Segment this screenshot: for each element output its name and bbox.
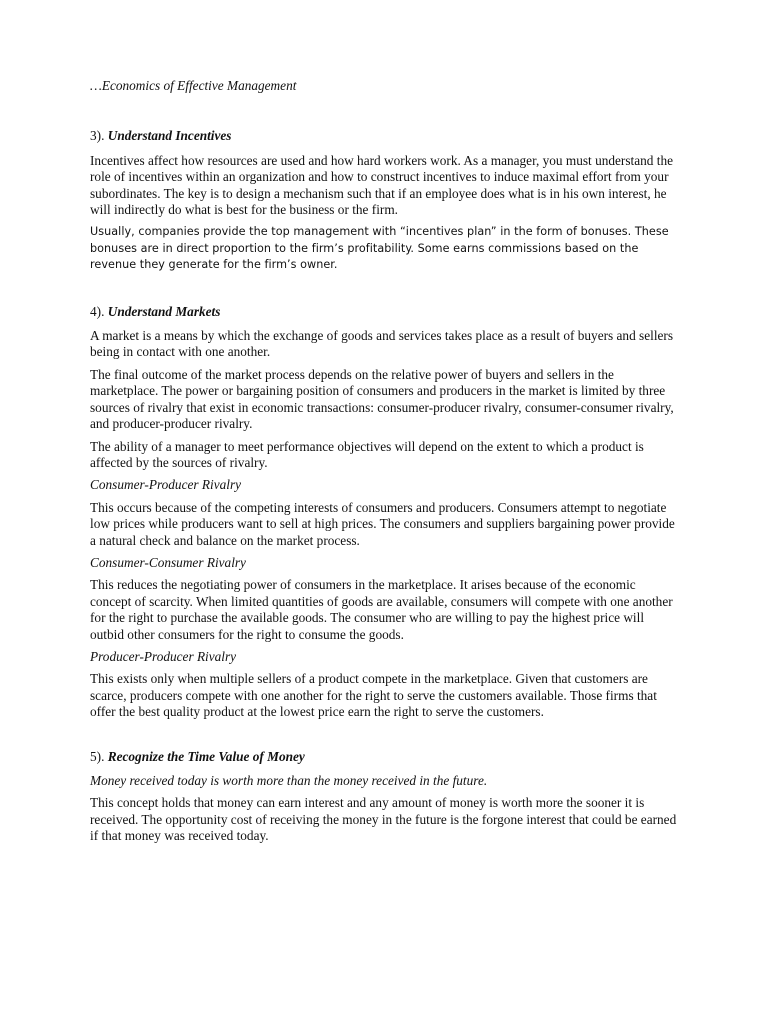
section-4-number: 4). bbox=[90, 303, 108, 319]
consumer-producer-rivalry-text: This occurs because of the competing interests of consumers and producers. Consumers attempt to negotiate low prices while producers want to sell at high prices. The consumers and suppliers bargaining power provide a natural check and balance on the market process. bbox=[90, 499, 675, 548]
section-5-paragraph-1: This concept holds that money can earn interest and any amount of money is worth more the sooner it is received. The opportunity cost of receiving the money in the future is the forgone interest that could be earned if that money was received today. bbox=[90, 795, 677, 844]
section-5-number: 5). bbox=[90, 748, 108, 764]
producer-producer-rivalry-text: This exists only when multiple sellers of a product compete in the marketplace. Given that customers are scarce, producers compete with one another for the right to serve the customers available. Those firms that offer the best quality product at the lowest price earn the right to serve the customers. bbox=[90, 671, 657, 720]
section-4-heading bbox=[90, 304, 680, 320]
section-spacer bbox=[90, 280, 680, 304]
section-3-paragraph-1: Incentives affect how resources are used and how hard workers work. As a manager, you must understand the role of incentives within an organization and how to construct incentives to induce maximal effort from your subordinates. The key is to design a mechanism such that if an employee does what is in his own interest, he will indirectly do what is best for the business or the firm. bbox=[90, 152, 673, 218]
section-4-paragraph-2: The final outcome of the market process depends on the relative power of buyers and sellers in the marketplace. The power or bargaining position of consumers and producers in the market is limited by three sources of rivalry that exist in economic transactions: consumer-producer rivalry, consumer-consumer rivalry, and producer-producer rivalry. bbox=[90, 366, 674, 432]
section-3-paragraph-2: Usually, companies provide the top management with “incentives plan” in the form of bonuses. These bonuses are in direct proportion to the firm’s profitability. Some earns commissions based on the revenue they generate for the firm’s owner. bbox=[90, 225, 669, 272]
running-head: …Economics of Effective Management bbox=[90, 78, 297, 93]
section-4-paragraph-1: A market is a means by which the exchange of goods and services takes place as a result of buyers and sellers being in contact with one another. bbox=[90, 328, 674, 360]
page-content bbox=[90, 78, 680, 851]
section-3-number: 3). bbox=[90, 128, 108, 144]
section-5-heading bbox=[90, 749, 680, 765]
section-4-paragraph-3: The ability of a manager to meet performance objectives will depend on the extent to which a product is affected by the sources of rivalry. bbox=[90, 438, 644, 470]
subheading-consumer-consumer-rivalry: Consumer-Consumer Rivalry bbox=[90, 554, 246, 570]
section-5-lead: Money received today is worth more than the money received in the future. bbox=[90, 773, 488, 788]
section-3-heading bbox=[90, 128, 680, 144]
section-3-title: Understand Incentives bbox=[107, 128, 232, 144]
consumer-consumer-rivalry-text: This reduces the negotiating power of consumers in the marketplace. It arises because of the economic concept of scarcity. When limited quantities of goods are available, consumers will compete with one another for the right to purchase the available goods. The consumer who are willing to pay the highest price will outbid other consumers for the right to consume the goods. bbox=[90, 577, 673, 642]
subheading-consumer-producer-rivalry: Consumer-Producer Rivalry bbox=[90, 477, 242, 493]
section-5-title: Recognize the Time Value of Money bbox=[107, 748, 305, 764]
section-spacer bbox=[90, 727, 680, 749]
subheading-producer-producer-rivalry: Producer-Producer Rivalry bbox=[90, 648, 237, 664]
section-4-title: Understand Markets bbox=[107, 303, 221, 319]
